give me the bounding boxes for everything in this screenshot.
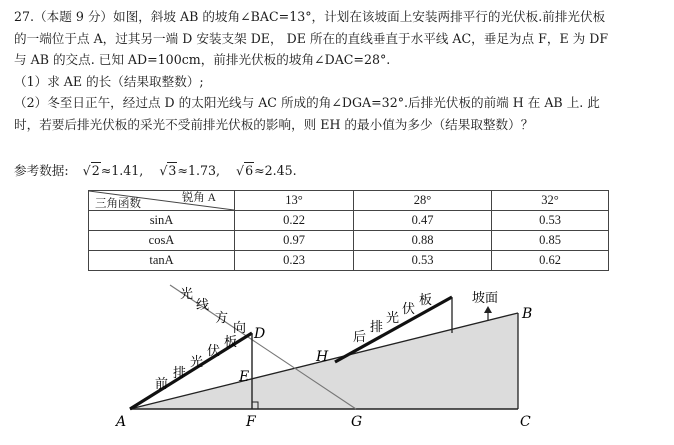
row-label: cosA <box>89 231 235 251</box>
back-panel-char: 光 <box>386 311 400 326</box>
back-panel-char: 伏 <box>402 302 416 317</box>
point-h-label: H <box>316 349 329 365</box>
table-row <box>89 231 609 251</box>
front-panel-char: 板 <box>224 335 238 350</box>
trig-table <box>88 190 609 271</box>
sqrt-3-value: ≈1.73, <box>177 163 220 178</box>
light-char: 方 <box>215 311 229 326</box>
table-cell: 0.85 <box>492 231 609 251</box>
back-panel-char: 排 <box>370 320 384 335</box>
table-cell: 0.62 <box>492 251 609 271</box>
front-panel-char: 排 <box>173 366 187 381</box>
row-label: tanA <box>89 251 235 271</box>
corner-bottom-label: 三角函数 <box>95 198 141 210</box>
back-panel-char: 后 <box>353 330 367 345</box>
sqrt-2-value: ≈1.41, <box>100 163 144 178</box>
sqrt-6-value: ≈2.45. <box>254 163 297 178</box>
problem-text <box>14 6 662 135</box>
problem-line-2: 的一端位于点 A，过其另一端 D 安装支架 DE， DE 所在的直线垂直于水平线 AC，垂足为点 F，E 为 DF <box>14 30 609 46</box>
sqrt-2: √2 <box>82 163 100 178</box>
light-char: 光 <box>180 287 194 302</box>
slope-label: 坡面 <box>472 291 499 306</box>
row-label: sinA <box>89 211 235 231</box>
point-f-label: F <box>246 414 256 430</box>
point-e-label: E <box>239 369 250 385</box>
sqrt-6: √6 <box>236 163 254 178</box>
point-g-label: G <box>351 414 363 430</box>
header-angle: 13° <box>235 191 354 211</box>
point-d-label: D <box>254 326 266 342</box>
point-c-label: C <box>520 414 531 430</box>
front-panel-char: 伏 <box>207 344 221 359</box>
slope-arrow-head <box>484 306 492 313</box>
corner-cell <box>89 191 235 211</box>
table-cell: 0.47 <box>354 211 492 231</box>
table-cell: 0.53 <box>354 251 492 271</box>
table-cell: 0.53 <box>492 211 609 231</box>
table-cell: 0.23 <box>235 251 354 271</box>
table-cell: 0.97 <box>235 231 354 251</box>
reference-data <box>14 160 297 179</box>
problem-line-3: 与 AB 的交点. 已知 AD=100cm，前排光伏板的坡角∠DAC=28°. <box>14 52 391 67</box>
back-panel-char: 板 <box>419 293 433 308</box>
question-2: （2）冬至日正午，经过点 D 的太阳光线与 AC 所成的角∠DGA=32°.后排光伏板的前端 H 在 AB 上. 此 <box>14 95 600 110</box>
table-cell: 0.88 <box>354 231 492 251</box>
header-angle: 28° <box>354 191 492 211</box>
header-angle: 32° <box>492 191 609 211</box>
geometry-figure <box>0 282 674 445</box>
light-char: 向 <box>233 321 247 336</box>
table-cell: 0.22 <box>235 211 354 231</box>
reference-label: 参考数据: <box>14 163 69 178</box>
table-row <box>89 211 609 231</box>
light-char: 线 <box>196 298 210 313</box>
question-1: （1）求 AE 的长（结果取整数）; <box>14 73 204 89</box>
problem-line-1: 27.（本题 9 分）如图，斜坡 AB 的坡角∠BAC=13°，计划在该坡面上安装两排平行的光伏板.前排光伏板 <box>14 9 606 24</box>
sqrt-3: √3 <box>159 163 177 178</box>
front-panel-char: 光 <box>190 355 204 370</box>
corner-top-label: 锐角 A <box>181 192 216 204</box>
table-header-row <box>89 191 609 211</box>
front-panel-char: 前 <box>155 377 169 392</box>
question-2-cont: 时，若要后排光伏板的采光不受前排光伏板的影响，则 EH 的最小值为多少（结果取整数）？ <box>14 116 534 132</box>
point-b-label: B <box>522 306 533 322</box>
table-row <box>89 251 609 271</box>
point-a-label: A <box>116 414 127 430</box>
